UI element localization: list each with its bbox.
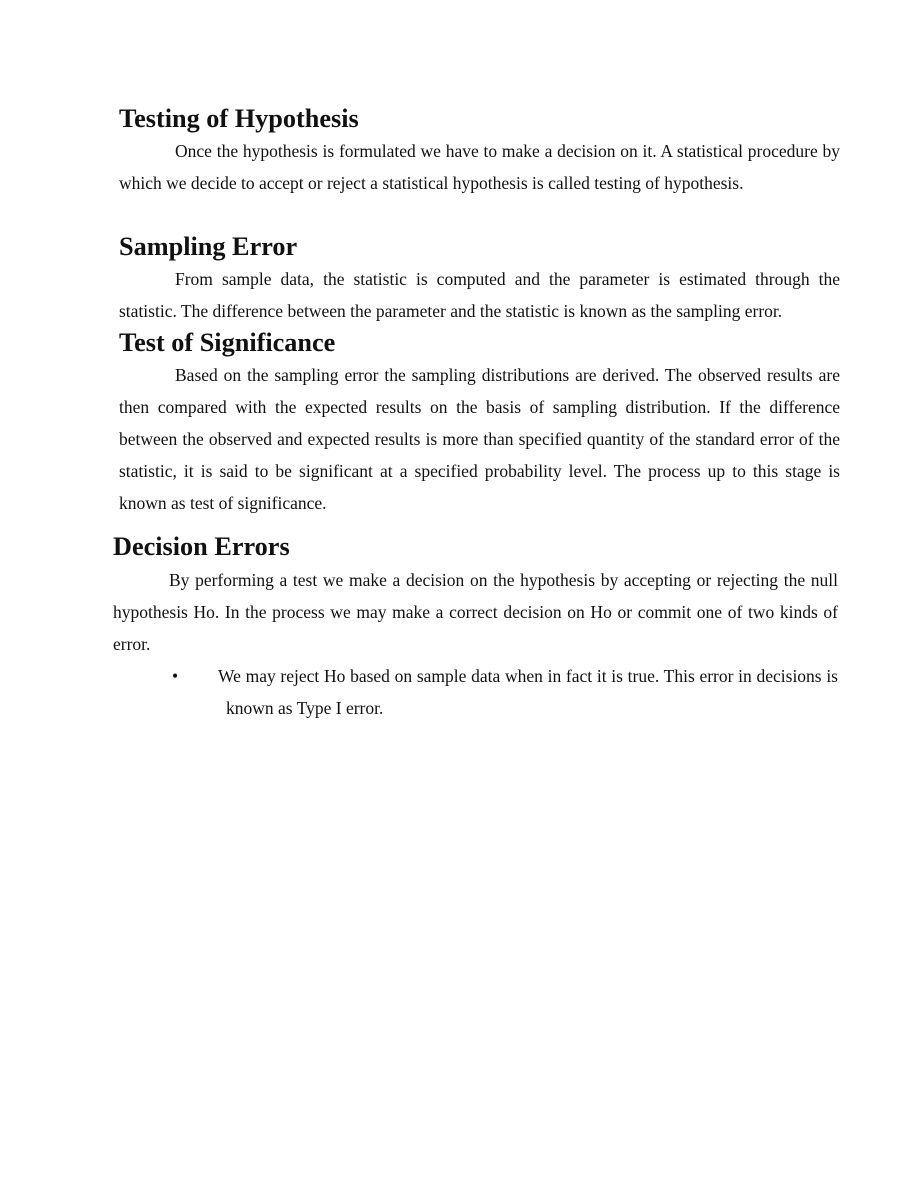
section-body-container	[119, 135, 840, 199]
section-paragraph: From sample data, the statistic is computed and the parameter is estimated through the statistic. The difference between the parameter and the statistic is known as the sampling error.	[119, 269, 840, 321]
section-heading: Sampling Error	[119, 232, 298, 261]
section-heading: Testing of Hypothesis	[119, 104, 359, 133]
section-heading: Test of Significance	[119, 328, 336, 357]
section-heading: Decision Errors	[113, 532, 290, 561]
section-paragraph: Based on the sampling error the sampling distributions are derived. The observed results are then compared with the expected results on the basis of sampling distribution. If the difference between the observed and expected results is more than specified quantity of the standard error of the statistic, it is said to be significant at a specified probability level. The process up to this stage is known as test of significance.	[119, 365, 840, 513]
section-paragraph: Once the hypothesis is formulated we have to make a decision on it. A statistical procedure by which we decide to accept or reject a statistical hypothesis is called testing of hypothesis.	[119, 141, 840, 193]
section-body-container	[119, 263, 840, 327]
section-body-container	[113, 564, 838, 660]
section-decision-errors	[113, 532, 838, 561]
bullet-text: We may reject Ho based on sample data when in fact it is true. This error in decisions is known as Type I error.	[218, 666, 838, 718]
section-testing-of-hypothesis	[119, 104, 840, 133]
section-paragraph: By performing a test we make a decision on the hypothesis by accepting or rejecting the null hypothesis Ho. In the process we may make a correct decision on Ho or commit one of two kinds of error.	[113, 570, 838, 654]
bullet-icon: •	[172, 666, 179, 686]
section-test-of-significance	[119, 328, 840, 357]
section-body-container	[119, 359, 840, 519]
section-sampling-error	[119, 232, 840, 261]
bullet-list-item	[172, 660, 838, 724]
